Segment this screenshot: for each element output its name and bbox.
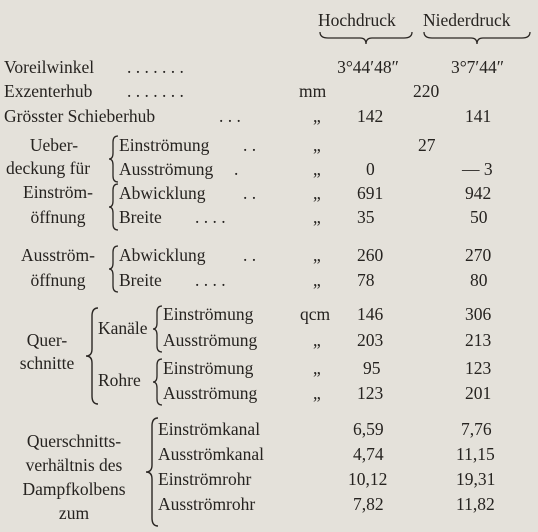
value-ueberdeckung-ausstroemung-hd: 0	[366, 159, 375, 179]
value-schieberhub-nd: 141	[465, 106, 492, 126]
value-voreilwinkel-nd: 3°7′44″	[450, 57, 505, 77]
label-ueberdeckung-1: Ueber-	[29, 135, 79, 155]
sub-label-abwicklung: Abwicklung	[119, 245, 206, 265]
ditto-mark: „	[313, 159, 321, 179]
label-exzenterhub: Exzenterhub	[4, 81, 93, 101]
sub-label-einstroemrohr: Einströmrohr	[158, 469, 252, 489]
label-querschnitte-1: Quer-	[26, 330, 68, 350]
header-brace-niederdruck-icon	[422, 30, 532, 46]
label-einstroemoeffnung-2: öffnung	[30, 207, 86, 227]
unit-mm: mm	[299, 81, 327, 101]
ditto-mark: „	[313, 135, 321, 155]
value-exzenterhub: 220	[413, 81, 440, 101]
sub-label-ausstroemung: Ausströmung	[119, 159, 214, 179]
label-querschnitte-2: schnitte	[19, 353, 75, 373]
value-rohre-einstroemung-hd: 95	[363, 358, 381, 378]
leader-dots: .	[234, 159, 239, 179]
leader-dots: . . .	[219, 106, 241, 126]
value-kanaele-einstroemung-hd: 146	[357, 304, 384, 324]
value-einstroem-abwicklung-nd: 942	[465, 183, 492, 203]
value-einstroem-abwicklung-hd: 691	[357, 183, 384, 203]
value-voreilwinkel-hd: 3°44′48″	[337, 57, 399, 77]
sub-label-ausstroemkanal: Ausströmkanal	[158, 444, 264, 464]
value-verh-ausstroemrohr-nd: 11,82	[456, 494, 495, 514]
label-rohre: Rohre	[98, 370, 141, 390]
sub-label-einstroemung: Einströmung	[119, 135, 210, 155]
sub-label-breite: Breite	[119, 207, 162, 227]
label-verhaeltnis-3: Dampfkolbens	[22, 479, 126, 499]
value-verh-einstroemkanal-hd: 6,59	[353, 419, 384, 439]
label-kanaele: Kanäle	[98, 318, 148, 338]
value-rohre-einstroemung-nd: 123	[465, 358, 492, 378]
leader-dots: . . . .	[195, 207, 226, 227]
sub-label-breite: Breite	[119, 270, 162, 290]
value-einstroem-breite-hd: 35	[357, 207, 375, 227]
label-schieberhub: Grösster Schieberhub	[4, 106, 156, 126]
sub-label-ausstroemung: Ausströmung	[163, 330, 258, 350]
ditto-mark: „	[313, 207, 321, 227]
value-verh-ausstroemkanal-nd: 11,15	[456, 444, 495, 464]
label-voreilwinkel: Voreilwinkel	[4, 57, 95, 77]
sub-label-ausstroemrohr: Ausströmrohr	[158, 494, 256, 514]
sub-label-ausstroemung: Ausströmung	[163, 383, 258, 403]
label-ausstroemoeffnung-2: öffnung	[30, 270, 86, 290]
value-verh-einstroemrohr-hd: 10,12	[348, 469, 388, 489]
value-kanaele-einstroemung-nd: 306	[465, 304, 492, 324]
value-ausstroem-breite-nd: 80	[470, 270, 488, 290]
ditto-mark: „	[313, 245, 321, 265]
value-ausstroem-abwicklung-hd: 260	[357, 245, 384, 265]
label-einstroemoeffnung-1: Einström-	[23, 182, 93, 202]
sub-label-abwicklung: Abwicklung	[119, 183, 206, 203]
label-verhaeltnis-1: Querschnitts-	[26, 431, 122, 451]
leader-dots: . .	[243, 135, 257, 155]
value-einstroem-breite-nd: 50	[470, 207, 488, 227]
leader-dots: . .	[243, 245, 257, 265]
value-verh-einstroemrohr-nd: 19,31	[456, 469, 496, 489]
ditto-mark: „	[313, 330, 321, 350]
header-hochdruck: Hochdruck	[318, 10, 396, 30]
header-brace-hochdruck-icon	[318, 30, 414, 46]
ditto-mark: „	[313, 358, 321, 378]
value-verh-einstroemkanal-nd: 7,76	[461, 419, 492, 439]
ditto-mark: „	[313, 106, 321, 126]
value-verh-ausstroemkanal-hd: 4,74	[353, 444, 384, 464]
sub-label-einstroemung: Einströmung	[163, 358, 254, 378]
value-ausstroem-breite-hd: 78	[357, 270, 375, 290]
sub-label-einstroemung: Einströmung	[163, 304, 254, 324]
label-ausstroemoeffnung-1: Ausström-	[21, 245, 95, 265]
leader-dots: . . . . . . .	[127, 57, 184, 77]
value-rohre-ausstroemung-hd: 123	[357, 383, 384, 403]
ditto-mark: „	[313, 183, 321, 203]
ditto-mark: „	[313, 270, 321, 290]
value-kanaele-ausstroemung-hd: 203	[357, 330, 384, 350]
value-schieberhub-hd: 142	[357, 106, 384, 126]
value-rohre-ausstroemung-nd: 201	[465, 383, 492, 403]
ditto-mark: „	[313, 383, 321, 403]
value-ueberdeckung-einstroemung: 27	[418, 135, 436, 155]
value-verh-ausstroemrohr-hd: 7,82	[353, 494, 384, 514]
label-ueberdeckung-2: deckung für	[6, 158, 91, 178]
value-kanaele-ausstroemung-nd: 213	[465, 330, 492, 350]
value-ueberdeckung-ausstroemung-nd: — 3	[462, 159, 493, 179]
label-verhaeltnis-4: zum	[58, 503, 90, 523]
value-ausstroem-abwicklung-nd: 270	[465, 245, 492, 265]
unit-qcm: qcm	[300, 304, 331, 324]
leader-dots: . .	[243, 183, 257, 203]
leader-dots: . . . .	[195, 270, 226, 290]
label-verhaeltnis-2: verhältnis des	[25, 455, 123, 475]
sub-label-einstroemkanal: Einströmkanal	[158, 419, 261, 439]
leader-dots: . . . . . . .	[127, 81, 184, 101]
header-niederdruck: Niederdruck	[423, 10, 511, 30]
